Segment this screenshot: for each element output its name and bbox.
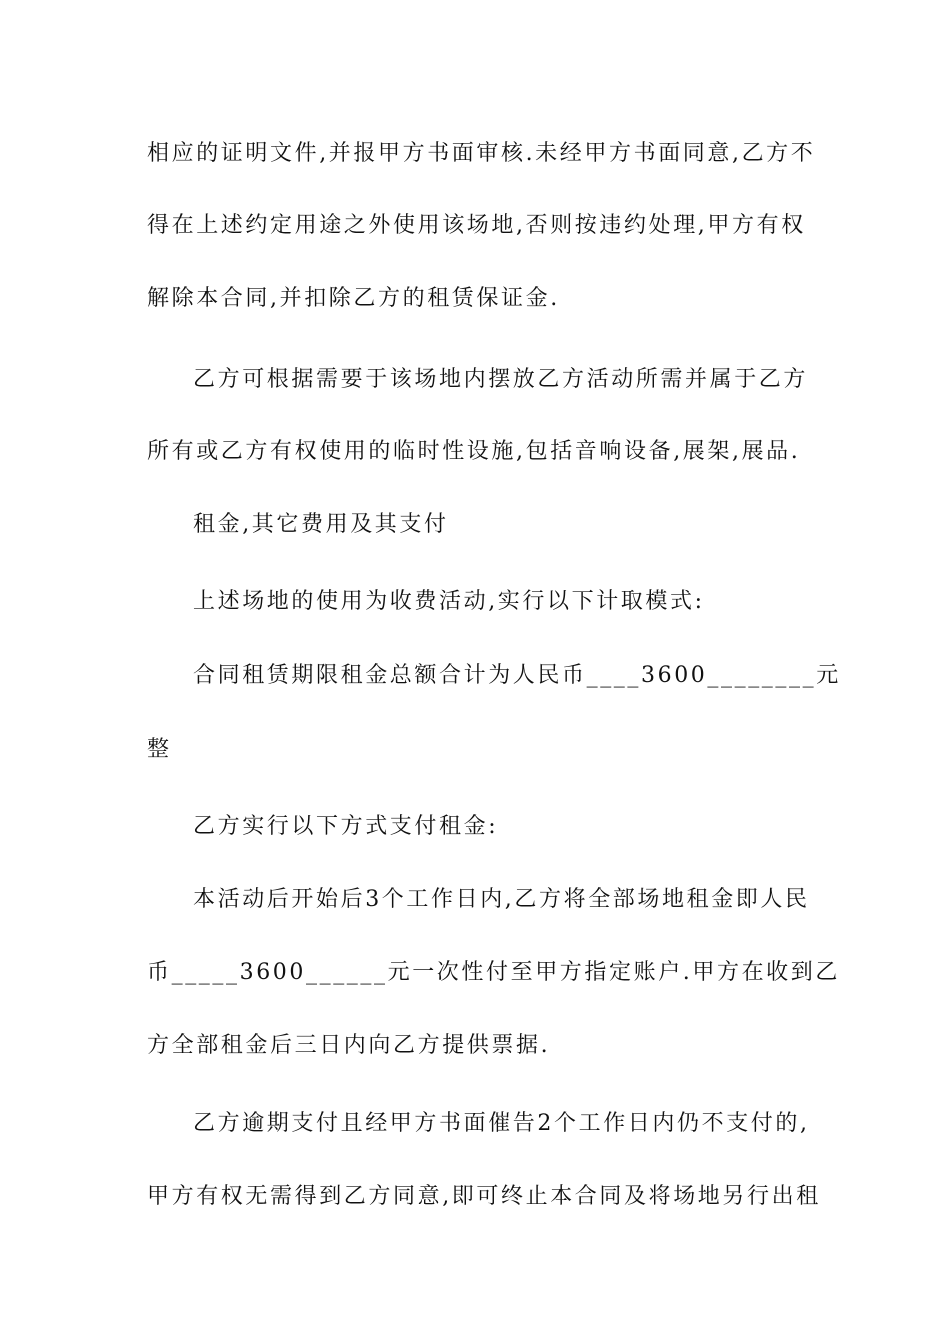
text-line: 乙方可根据需要于该场地内摆放乙方活动所需并属于乙方 bbox=[193, 367, 809, 392]
text-line: 上述场地的使用为收费活动,实行以下计取模式: bbox=[193, 589, 705, 614]
text-line: 整 bbox=[147, 737, 172, 762]
text-line: 所有或乙方有权使用的临时性设施,包括音响设备,展架,展品. bbox=[147, 439, 801, 464]
section-heading: 租金,其它费用及其支付 bbox=[193, 512, 449, 537]
text-line: 方全部租金后三日内向乙方提供票据. bbox=[147, 1033, 551, 1058]
text-line: 本活动后开始后3个工作日内,乙方将全部场地租金即人民 bbox=[193, 887, 810, 912]
text-line: 乙方实行以下方式支付租金: bbox=[193, 814, 499, 839]
text-line: 相应的证明文件,并报甲方书面审核.未经甲方书面同意,乙方不 bbox=[147, 141, 816, 166]
text-line: 币_____3600______元一次性付至甲方指定账户.甲方在收到乙 bbox=[147, 960, 840, 985]
text-line: 得在上述约定用途之外使用该场地,否则按违约处理,甲方有权 bbox=[147, 213, 806, 238]
text-line: 合同租赁期限租金总额合计为人民币____3600________元 bbox=[193, 663, 841, 688]
text-line: 乙方逾期支付且经甲方书面催告2个工作日内仍不支付的, bbox=[193, 1111, 810, 1136]
text-line: 甲方有权无需得到乙方同意,即可终止本合同及将场地另行出租 bbox=[147, 1184, 821, 1209]
text-line: 解除本合同,并扣除乙方的租赁保证金. bbox=[147, 286, 560, 311]
